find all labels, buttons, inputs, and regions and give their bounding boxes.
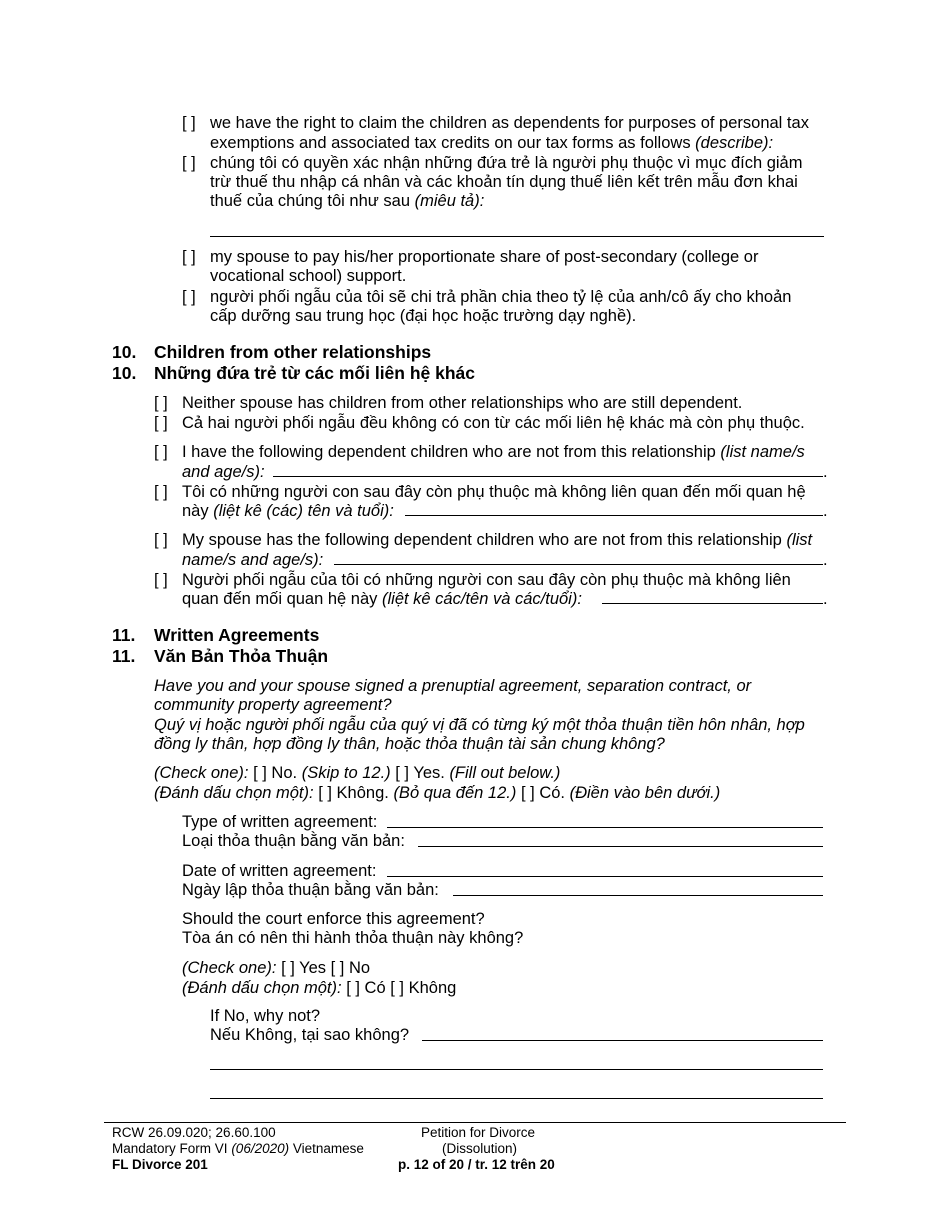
footer-page: p. 12 of 20 / tr. 12 trên 20 — [398, 1157, 555, 1172]
text-line: thuế của chúng tôi như sau (miêu tả): — [210, 192, 485, 210]
footer-form-id: FL Divorce 201 — [112, 1157, 208, 1172]
field-label: Loại thỏa thuận bằng văn bản: — [182, 832, 405, 850]
checkbox[interactable]: [ ] — [154, 443, 168, 461]
text-line: người phối ngẫu của tôi sẽ chi trả phần chia theo tỷ lệ của anh/cô ấy cho khoản — [210, 288, 792, 306]
checkbox[interactable]: [ ] — [154, 531, 168, 549]
checkbox[interactable]: [ ] — [390, 979, 404, 997]
text-line: Cả hai người phối ngẫu đều không có con từ các mối liên hệ khác mà còn phụ thuộc. — [182, 414, 805, 432]
checkbox[interactable]: [ ] — [182, 154, 196, 172]
text-line: Người phối ngẫu của tôi có những người con sau đây còn phụ thuộc mà không liên — [182, 571, 791, 589]
type-field-vi[interactable] — [418, 846, 823, 847]
checkbox[interactable]: [ ] — [182, 288, 196, 306]
field-label: Date of written agreement: — [182, 862, 377, 880]
section-number: 11. — [112, 625, 136, 645]
footer-title: Petition for Divorce — [421, 1125, 536, 1140]
section-title-vi: Văn Bản Thỏa Thuận — [154, 646, 329, 666]
footer-subtitle: (Dissolution) — [442, 1141, 518, 1156]
footer-rcw: RCW 26.09.020; 26.60.100 — [112, 1125, 276, 1140]
section-title-vi: Những đứa trẻ từ các mối liên hệ khác — [154, 363, 476, 383]
checkbox[interactable]: [ ] — [520, 784, 535, 802]
checkbox[interactable]: [ ] — [154, 483, 168, 501]
text-line: name/s and age/s): — [182, 551, 324, 569]
enforce-check-en: (Check one): [ ] Yes [ ] No — [182, 959, 371, 977]
check-one-vi: (Đánh dấu chọn một): [ ] Không. (Bỏ qua đến 12.) [ ] Có. (Điền vào bên dưới.) — [154, 784, 721, 802]
checkbox[interactable]: [ ] — [395, 764, 410, 782]
text-line: quan đến mối quan hệ này (liệt kê các/tên và các/tuổi): — [182, 590, 582, 608]
text-line: Quý vị hoặc người phối ngẫu của quý vị đã có từng ký một thỏa thuận tiền hôn nhân, hợp — [154, 716, 805, 734]
text-line: Nếu Không, tại sao không? — [210, 1026, 410, 1044]
period: . — [823, 463, 828, 481]
section-title-en: Children from other relationships — [154, 342, 432, 362]
text-line: cấp dưỡng sau trung học (đại học hoặc trường dạy nghề). — [210, 307, 637, 325]
text-line: My spouse has the following dependent children who are not from this relationship (list — [182, 531, 813, 549]
period: . — [823, 590, 828, 608]
checkbox[interactable]: [ ] — [154, 414, 168, 432]
children-list-field[interactable] — [334, 564, 823, 565]
why-not-field[interactable] — [422, 1040, 823, 1041]
text-line: exemptions and associated tax credits on our tax forms as follows (describe): — [210, 134, 774, 152]
footer-mandatory: Mandatory Form VI (06/2020) Vietnamese — [112, 1141, 364, 1156]
text-line: Should the court enforce this agreement? — [182, 910, 485, 928]
checkbox[interactable]: [ ] — [253, 764, 267, 782]
field-label: Type of written agreement: — [182, 813, 378, 831]
date-field-vi[interactable] — [453, 895, 823, 896]
checkbox[interactable]: [ ] — [154, 571, 168, 589]
section-number: 11. — [112, 646, 136, 666]
text-line: Tòa án có nên thi hành thỏa thuận này không? — [182, 929, 524, 947]
describe-field[interactable] — [210, 236, 824, 237]
section-number: 10. — [112, 363, 137, 383]
text-line: my spouse to pay his/her proportionate share of post-secondary (college or — [210, 248, 759, 266]
period: . — [823, 502, 828, 520]
period: . — [823, 551, 828, 569]
text-line: Have you and your spouse signed a prenuptial agreement, separation contract, or — [154, 677, 752, 695]
children-list-field[interactable] — [405, 515, 823, 516]
checkbox[interactable]: [ ] — [281, 959, 295, 977]
text-line: vocational school) support. — [210, 267, 407, 285]
text-line: Tôi có những người con sau đây còn phụ thuộc mà không liên quan đến mối quan hệ — [182, 483, 806, 501]
children-list-field[interactable] — [602, 603, 823, 604]
checkbox[interactable]: [ ] — [182, 114, 196, 132]
checkbox[interactable]: [ ] — [318, 784, 332, 802]
checkbox[interactable]: [ ] — [182, 248, 196, 266]
field-label: Ngày lập thỏa thuận bằng văn bản: — [182, 881, 439, 899]
children-list-field[interactable] — [273, 476, 823, 477]
text-line: chúng tôi có quyền xác nhận những đứa trẻ là người phụ thuộc vì mục đích giảm — [210, 154, 803, 172]
text-line: này (liệt kê (các) tên và tuổi): — [182, 502, 394, 520]
text-line: community property agreement? — [154, 696, 392, 714]
check-one-en: (Check one): [ ] No. (Skip to 12.) [ ] Yes. (Fill out below.) — [154, 764, 561, 782]
date-field[interactable] — [387, 876, 823, 877]
text-line: đồng ly thân, hợp đồng ly thân, hoặc thỏa thuận tài sản chung không? — [154, 735, 665, 753]
text-line: we have the right to claim the children as dependents for purposes of personal tax — [210, 114, 809, 132]
checkbox[interactable]: [ ] — [346, 979, 360, 997]
text-line: Neither spouse has children from other relationships who are still dependent. — [182, 394, 743, 412]
checkbox[interactable]: [ ] — [154, 394, 168, 412]
text-line: I have the following dependent children who are not from this relationship (list name/s — [182, 443, 805, 461]
text-line: and age/s): — [182, 463, 265, 481]
why-not-field-line[interactable] — [210, 1069, 823, 1070]
section-number: 10. — [112, 342, 137, 362]
text-line: If No, why not? — [210, 1007, 321, 1025]
footer-divider — [104, 1122, 846, 1123]
checkbox[interactable]: [ ] — [330, 959, 345, 977]
text-line: trừ thuế thu nhập cá nhân và các khoản tín dụng thuế liên kết trên mẫu đơn khai — [210, 173, 798, 191]
type-field[interactable] — [387, 827, 823, 828]
enforce-check-vi: (Đánh dấu chọn một): [ ] Có [ ] Không — [182, 979, 457, 997]
section-title-en: Written Agreements — [154, 625, 320, 645]
why-not-field-line[interactable] — [210, 1098, 823, 1099]
